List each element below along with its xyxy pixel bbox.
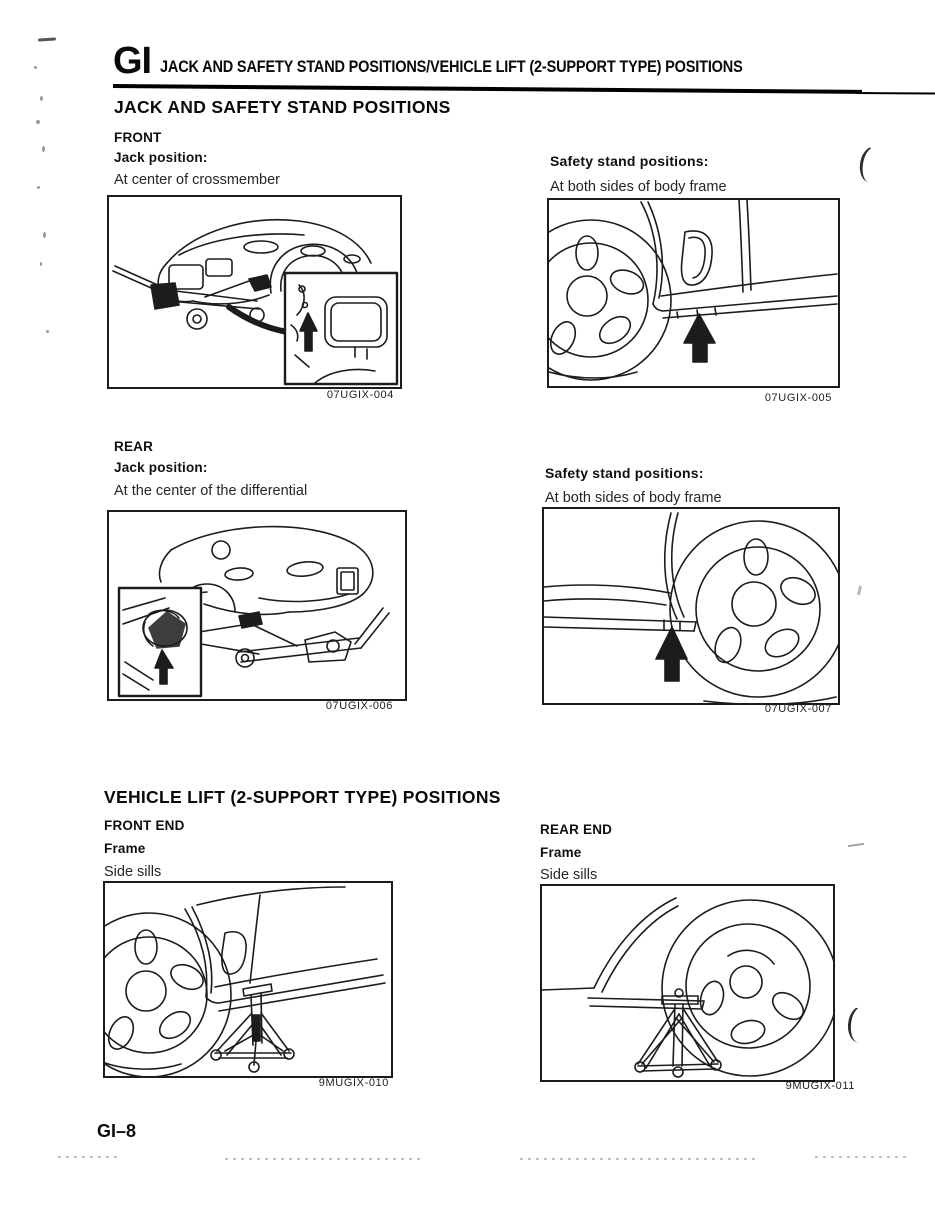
figure-lift-front [103, 881, 393, 1078]
rear-stand-drawing [544, 509, 838, 703]
rear-stand-heading: Safety stand positions: [545, 465, 704, 481]
scan-speckle [42, 146, 45, 152]
stand-point-arrow-icon [684, 314, 715, 362]
figure-code-front-jack: 07UGIX-004 [326, 389, 394, 401]
scan-artifact-dashrow [815, 1156, 910, 1158]
front-jack-heading: Jack position: [114, 150, 208, 165]
scan-speckle [34, 66, 37, 69]
lift-rear-desc: Side sills [540, 867, 598, 883]
figure-code-front-stand: 07UGIX-005 [764, 392, 832, 404]
jack-section-title: JACK AND SAFETY STAND POSITIONS [114, 97, 451, 117]
rear-jack-drawing [109, 512, 405, 699]
scan-speckle [40, 96, 43, 101]
figure-code-lift-front: 9MUGIX-010 [318, 1077, 389, 1089]
figure-code-rear-jack: 07UGIX-006 [325, 700, 393, 712]
rear-jack-heading: Jack position: [114, 460, 208, 475]
lift-front-frame: Frame [104, 841, 146, 856]
scan-artifact-dash [848, 843, 864, 847]
front-jack-drawing [109, 197, 400, 387]
scan-speckle [43, 232, 46, 238]
figure-front-stand [547, 198, 840, 388]
figure-code-lift-rear: 9MUGIX-011 [785, 1080, 855, 1092]
header-rule-tail [856, 92, 935, 95]
front-stand-desc: At both sides of body frame [550, 179, 727, 195]
lift-front-desc: Side sills [104, 864, 162, 880]
scan-speckle [38, 37, 56, 41]
front-jack-desc: At center of crossmember [114, 172, 280, 188]
front-label: FRONT [114, 130, 162, 145]
stand-point-arrow-icon [656, 627, 687, 681]
figure-lift-rear [540, 884, 835, 1082]
scan-speckle [40, 262, 42, 266]
lift-rear-label: REAR END [540, 822, 613, 837]
rear-stand-desc: At both sides of body frame [545, 490, 722, 506]
scan-artifact-dashrow [225, 1158, 425, 1160]
rear-label: REAR [114, 439, 154, 454]
scan-speckle [37, 186, 40, 189]
figure-rear-jack [107, 510, 407, 701]
lift-rear-frame: Frame [540, 845, 582, 860]
scan-artifact-tick [857, 586, 862, 595]
front-stand-drawing [549, 200, 838, 386]
scan-speckle [36, 120, 40, 124]
figure-code-rear-stand: 07UGIX-007 [764, 703, 832, 715]
header-title-text: JACK AND SAFETY STAND POSITIONS/VEHICLE LIFT (2-SUPPORT TYPE) POSITIONS [160, 58, 743, 76]
lift-section-title: VEHICLE LIFT (2-SUPPORT TYPE) POSITIONS [104, 787, 501, 807]
scan-artifact-dashrow [520, 1158, 760, 1160]
figure-rear-stand [542, 507, 840, 705]
front-stand-heading: Safety stand positions: [550, 153, 709, 169]
section-code: GI [113, 40, 152, 82]
header-rule [113, 84, 862, 94]
scan-artifact-curve-top [857, 144, 888, 185]
scan-artifact-dashrow [58, 1156, 118, 1158]
lift-rear-drawing [542, 886, 833, 1080]
rear-jack-desc: At the center of the differential [114, 483, 308, 499]
scan-artifact-curve-bottom [846, 1005, 875, 1044]
scan-speckle [46, 330, 49, 333]
figure-front-jack [107, 195, 402, 389]
lift-front-drawing [105, 883, 391, 1076]
header-title [160, 58, 822, 77]
lift-front-label: FRONT END [104, 818, 185, 833]
page-number: GI–8 [97, 1121, 137, 1141]
